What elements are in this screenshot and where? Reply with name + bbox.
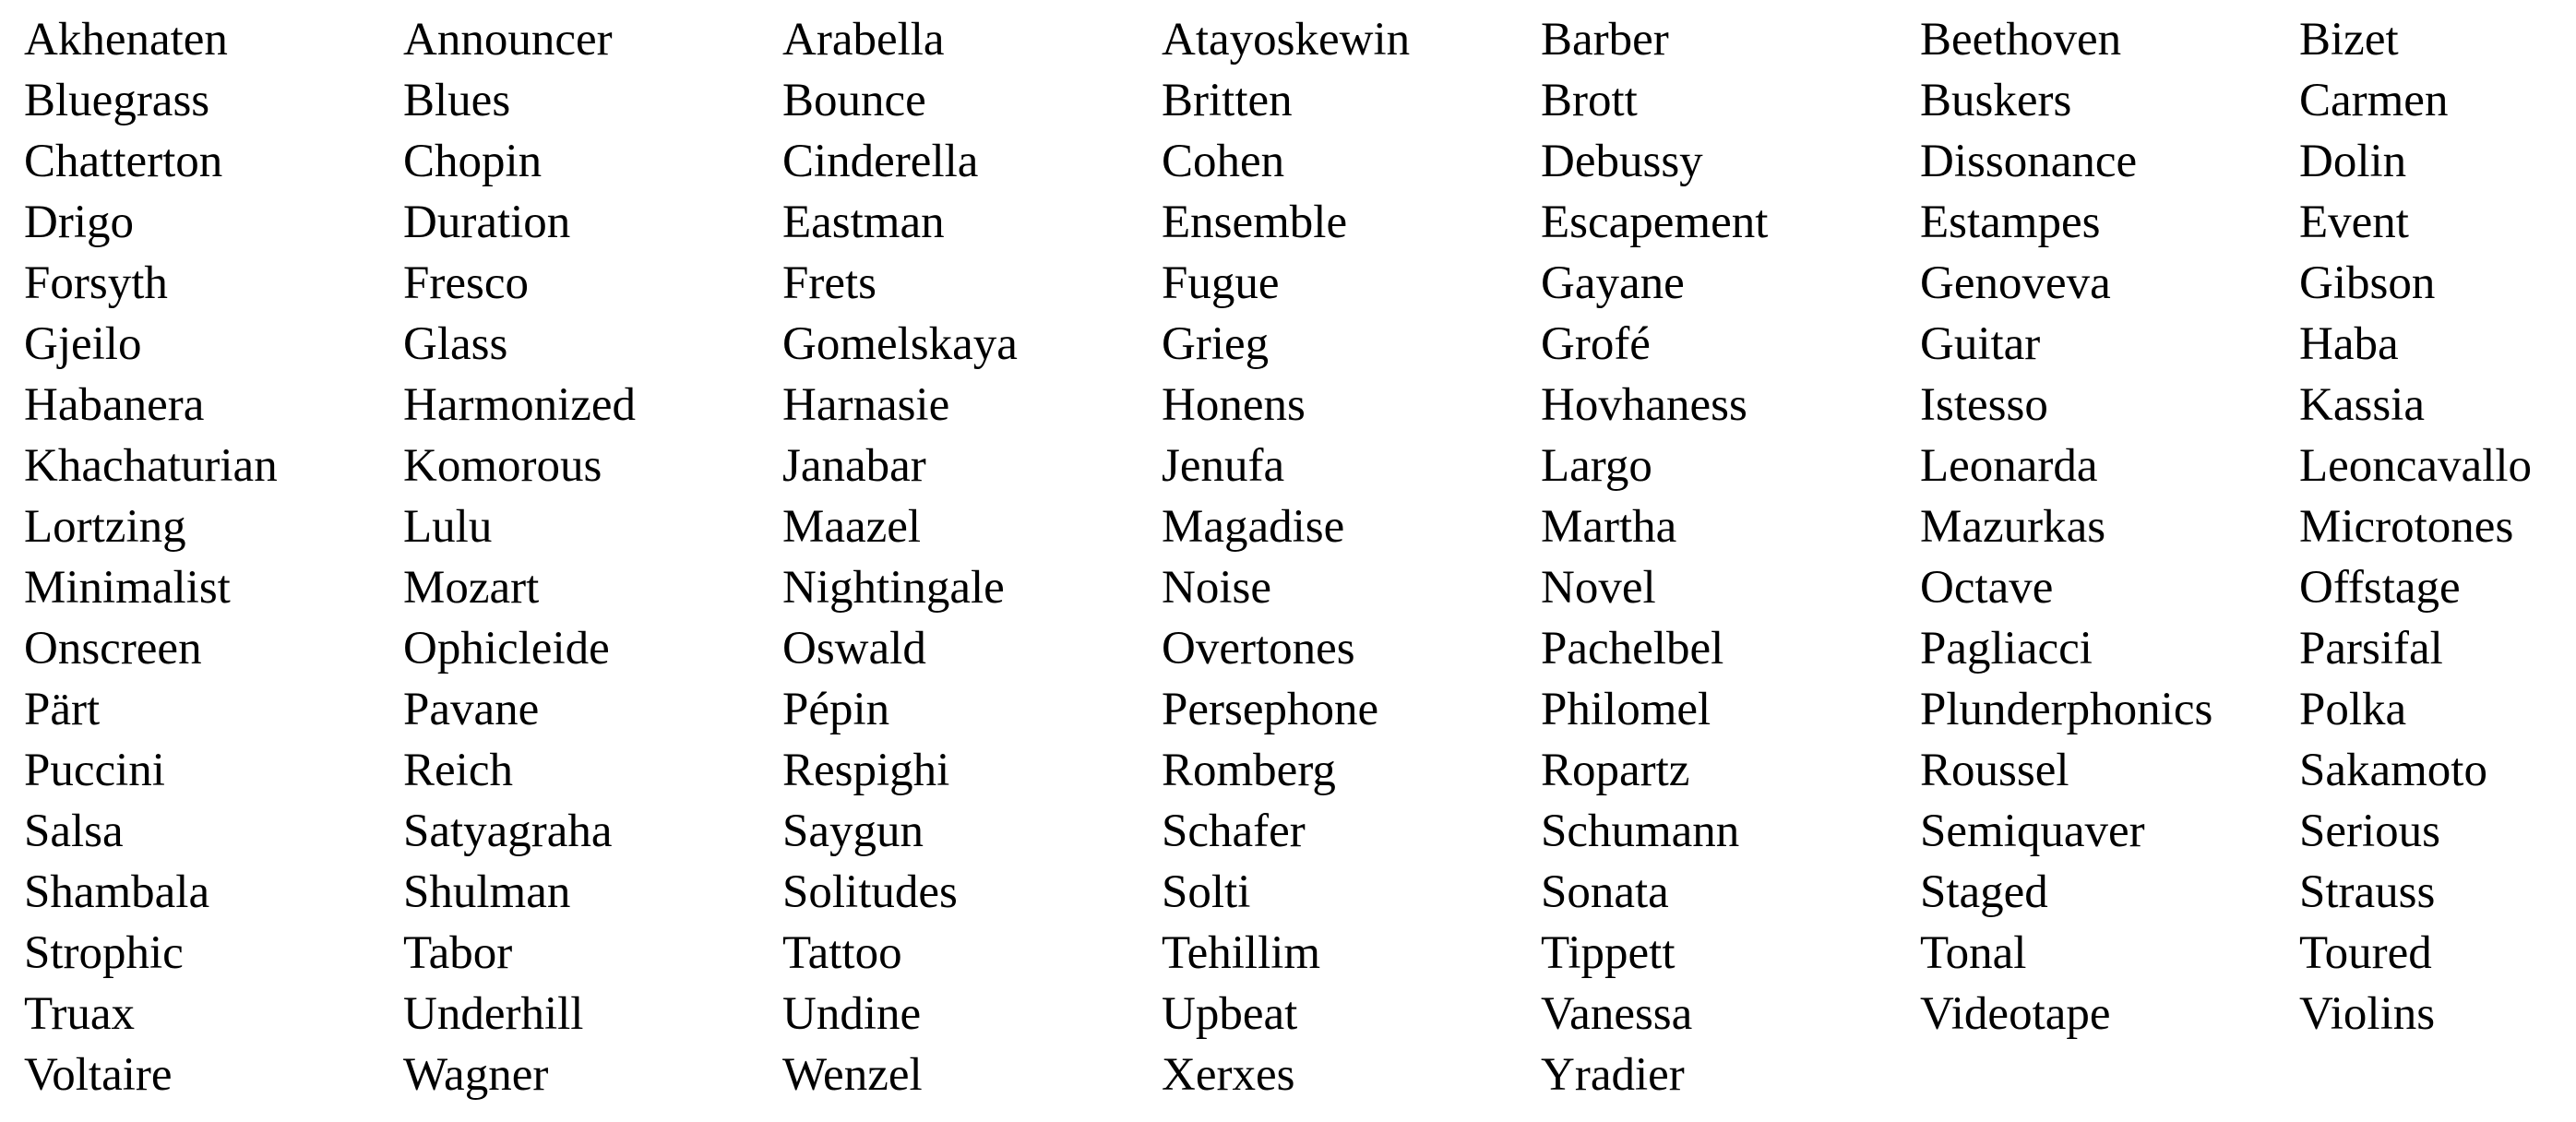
word-cell: Strophic (24, 927, 184, 979)
word-cell: Blues (403, 75, 511, 126)
word-cell: Magadise (1162, 501, 1345, 553)
word-cell: Martha (1541, 501, 1677, 553)
word-cell: Ropartz (1541, 745, 1690, 796)
word-cell: Truax (24, 988, 135, 1040)
word-cell: Schumann (1541, 806, 1740, 857)
word-cell: Yradier (1541, 1049, 1685, 1101)
word-cell: Eastman (782, 197, 945, 248)
word-cell: Honens (1162, 379, 1306, 431)
word-cell: Khachaturian (24, 440, 278, 492)
word-cell: Arabella (782, 14, 945, 66)
word-cell: Pavane (403, 684, 540, 735)
word-cell: Estampes (1920, 197, 2101, 248)
word-cell: Ensemble (1162, 197, 1348, 248)
word-cell: Grieg (1162, 318, 1270, 370)
word-cell: Gomelskaya (782, 318, 1018, 370)
word-cell: Underhill (403, 988, 584, 1040)
word-cell: Strauss (2299, 866, 2436, 918)
word-cell: Pachelbel (1541, 623, 1724, 674)
word-cell: Beethoven (1920, 14, 2122, 66)
word-cell: Ophicleide (403, 623, 610, 674)
word-cell: Grofé (1541, 318, 1651, 370)
word-cell: Haba (2299, 318, 2399, 370)
word-cell: Jenufa (1162, 440, 1285, 492)
word-cell: Microtones (2299, 501, 2514, 553)
word-cell: Sonata (1541, 866, 1669, 918)
word-cell: Toured (2299, 927, 2432, 979)
word-cell: Cinderella (782, 136, 979, 187)
word-cell: Puccini (24, 745, 165, 796)
word-cell: Leoncavallo (2299, 440, 2533, 492)
word-cell: Wagner (403, 1049, 549, 1101)
word-cell: Tippett (1541, 927, 1676, 979)
word-cell: Tehillim (1162, 927, 1321, 979)
word-cell: Solti (1162, 866, 1251, 918)
word-cell: Janabar (782, 440, 926, 492)
word-cell: Reich (403, 745, 513, 796)
word-cell: Barber (1541, 14, 1669, 66)
word-cell: Overtones (1162, 623, 1355, 674)
word-cell: Mozart (403, 562, 540, 614)
word-cell: Polka (2299, 684, 2407, 735)
word-cell: Roussel (1920, 745, 2069, 796)
word-cell: Chatterton (24, 136, 223, 187)
word-cell: Escapement (1541, 197, 1769, 248)
word-cell: Minimalist (24, 562, 231, 614)
word-cell: Saygun (782, 806, 924, 857)
word-cell: Kassia (2299, 379, 2425, 431)
word-cell: Fugue (1162, 257, 1280, 309)
word-cell: Persephone (1162, 684, 1379, 735)
word-cell: Carmen (2299, 75, 2449, 126)
word-cell: Brott (1541, 75, 1638, 126)
word-cell: Leonarda (1920, 440, 2098, 492)
word-cell: Mazurkas (1920, 501, 2106, 553)
word-cell: Dissonance (1920, 136, 2138, 187)
word-cell: Harnasie (782, 379, 950, 431)
word-cell: Cohen (1162, 136, 1285, 187)
word-cell: Event (2299, 197, 2409, 248)
word-cell: Shulman (403, 866, 571, 918)
word-cell: Violins (2299, 988, 2436, 1040)
word-cell: Xerxes (1162, 1049, 1295, 1101)
word-cell: Lulu (403, 501, 493, 553)
word-cell: Istesso (1920, 379, 2048, 431)
word-cell: Komorous (403, 440, 602, 492)
word-cell: Sakamoto (2299, 745, 2487, 796)
word-cell: Guitar (1920, 318, 2041, 370)
word-cell: Fresco (403, 257, 529, 309)
word-cell: Maazel (782, 501, 922, 553)
word-cell: Glass (403, 318, 508, 370)
word-cell: Bluegrass (24, 75, 210, 126)
word-cell: Debussy (1541, 136, 1703, 187)
word-cell: Onscreen (24, 623, 202, 674)
word-cell: Atayoskewin (1162, 14, 1411, 66)
word-cell: Voltaire (24, 1049, 173, 1101)
word-cell: Octave (1920, 562, 2054, 614)
word-cell: Videotape (1920, 988, 2111, 1040)
word-cell: Semiquaver (1920, 806, 2145, 857)
word-cell: Romberg (1162, 745, 1336, 796)
word-cell: Oswald (782, 623, 926, 674)
word-cell: Nightingale (782, 562, 1005, 614)
word-cell: Announcer (403, 14, 613, 66)
word-cell: Bounce (782, 75, 926, 126)
word-cell: Schafer (1162, 806, 1306, 857)
word-cell: Habanera (24, 379, 205, 431)
word-cell: Novel (1541, 562, 1656, 614)
word-cell: Tattoo (782, 927, 902, 979)
word-cell: Duration (403, 197, 571, 248)
word-cell: Upbeat (1162, 988, 1298, 1040)
word-cell: Hovhaness (1541, 379, 1747, 431)
word-cell: Frets (782, 257, 877, 309)
word-cell: Tabor (403, 927, 513, 979)
word-cell: Wenzel (782, 1049, 923, 1101)
word-cell: Drigo (24, 197, 134, 248)
word-cell: Chopin (403, 136, 543, 187)
word-cell: Britten (1162, 75, 1293, 126)
word-cell: Harmonized (403, 379, 637, 431)
word-cell: Genoveva (1920, 257, 2111, 309)
word-cell: Staged (1920, 866, 2048, 918)
word-cell: Gayane (1541, 257, 1685, 309)
word-cell: Pärt (24, 684, 101, 735)
word-cell: Buskers (1920, 75, 2072, 126)
word-cell: Dolin (2299, 136, 2407, 187)
word-cell: Gjeilo (24, 318, 142, 370)
word-cell: Tonal (1920, 927, 2027, 979)
word-cell: Shambala (24, 866, 210, 918)
word-cell: Gibson (2299, 257, 2436, 309)
word-cell: Plunderphonics (1920, 684, 2213, 735)
word-cell: Solitudes (782, 866, 958, 918)
word-cell: Pépin (782, 684, 890, 735)
word-cell: Vanessa (1541, 988, 1693, 1040)
word-cell: Bizet (2299, 14, 2399, 66)
word-cell: Noise (1162, 562, 1271, 614)
word-cell: Undine (782, 988, 922, 1040)
word-cell: Salsa (24, 806, 124, 857)
word-cell: Akhenaten (24, 14, 228, 66)
word-cell: Pagliacci (1920, 623, 2093, 674)
word-cell: Largo (1541, 440, 1652, 492)
word-cell: Forsyth (24, 257, 168, 309)
word-cell: Parsifal (2299, 623, 2443, 674)
word-cell: Satyagraha (403, 806, 613, 857)
word-cell: Philomel (1541, 684, 1711, 735)
word-cell: Lortzing (24, 501, 186, 553)
word-grid (24, 9, 2576, 1105)
word-cell: Serious (2299, 806, 2440, 857)
word-cell: Respighi (782, 745, 950, 796)
word-cell: Offstage (2299, 562, 2461, 614)
